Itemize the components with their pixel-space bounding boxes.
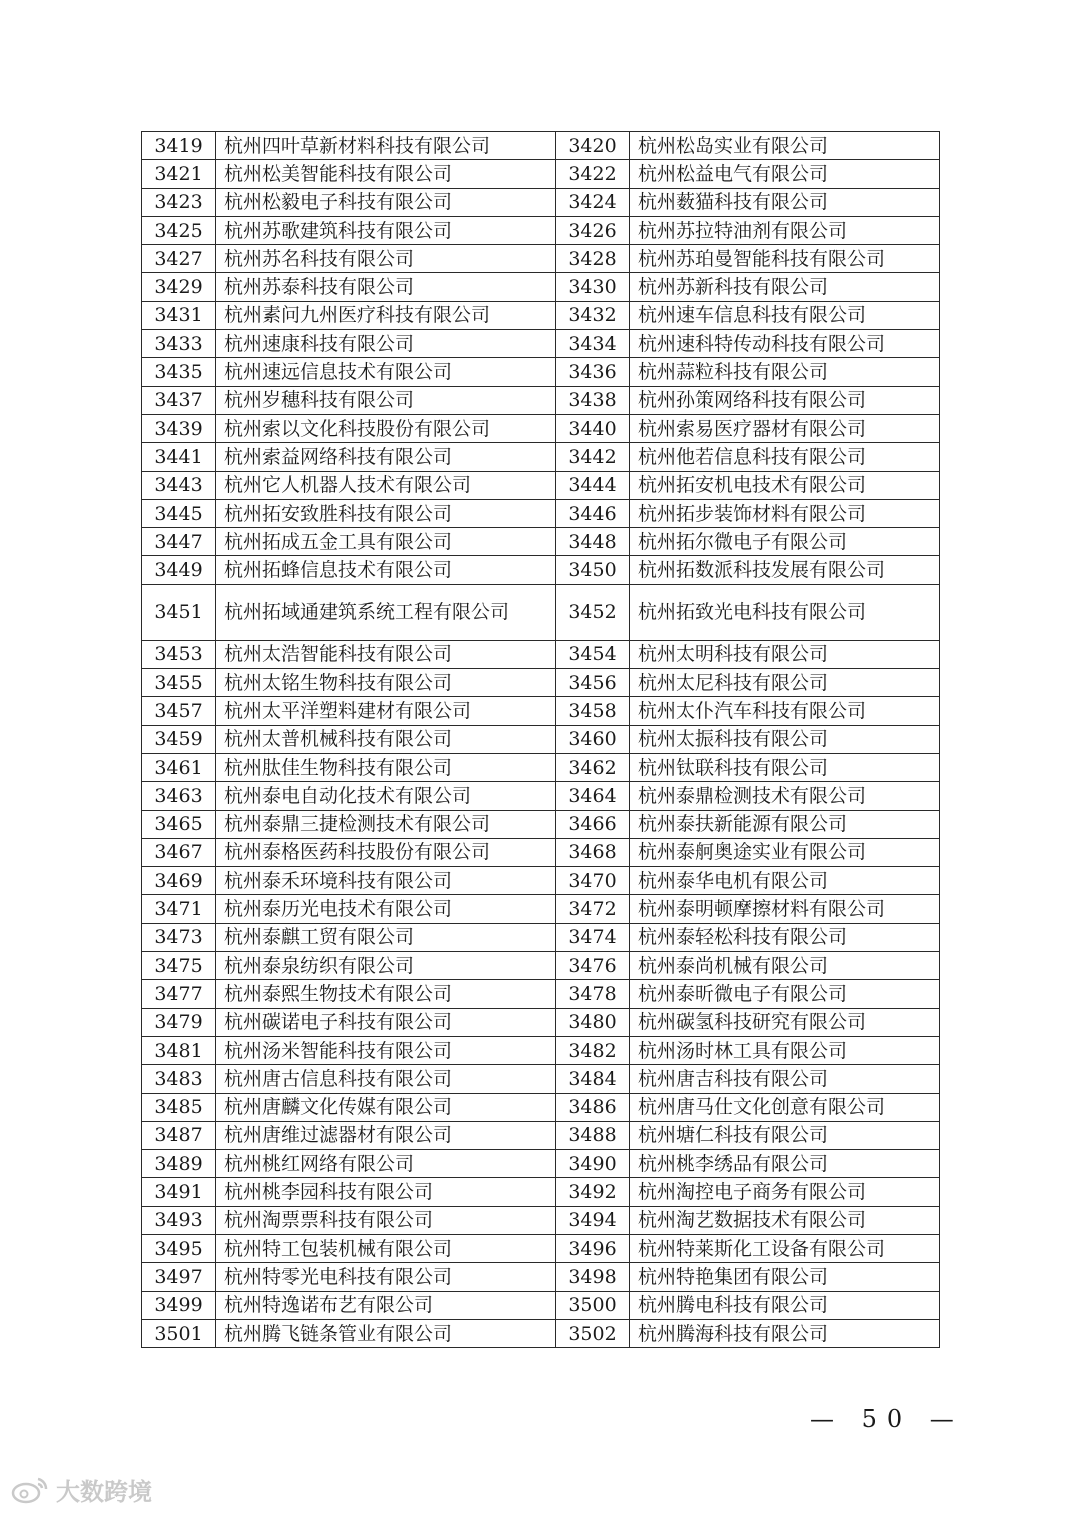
- serial-number-cell: 3474: [556, 923, 630, 951]
- table-row: [142, 273, 940, 301]
- table-row: [142, 1319, 940, 1347]
- serial-number-cell: 3444: [556, 471, 630, 499]
- serial-number-cell: 3498: [556, 1263, 630, 1291]
- table-row: [142, 782, 940, 810]
- serial-number-cell: 3454: [556, 640, 630, 668]
- serial-number-cell: 3430: [556, 273, 630, 301]
- serial-number-cell: 3476: [556, 952, 630, 980]
- serial-number-cell: 3501: [142, 1319, 216, 1347]
- table-row: [142, 132, 940, 160]
- company-name-cell: 杭州拓致光电科技有限公司: [630, 584, 940, 640]
- company-name-cell: 杭州泰扶新能源有限公司: [630, 810, 940, 838]
- serial-number-cell: 3446: [556, 499, 630, 527]
- serial-number-cell: 3447: [142, 528, 216, 556]
- table-row: [142, 1234, 940, 1262]
- table-row: [142, 471, 940, 499]
- company-name-cell: 杭州松岛实业有限公司: [630, 132, 940, 160]
- company-name-cell: 杭州泰历光电技术有限公司: [216, 895, 556, 923]
- company-name-cell: 杭州泰尚机械有限公司: [630, 952, 940, 980]
- serial-number-cell: 3462: [556, 753, 630, 781]
- company-name-cell: 杭州拓域通建筑系统工程有限公司: [216, 584, 556, 640]
- table-row: [142, 1093, 940, 1121]
- company-name-cell: 杭州松益电气有限公司: [630, 160, 940, 188]
- company-name-cell: 杭州钛联科技有限公司: [630, 753, 940, 781]
- company-name-cell: 杭州松美智能科技有限公司: [216, 160, 556, 188]
- company-name-cell: 杭州泰泉纺织有限公司: [216, 952, 556, 980]
- serial-number-cell: 3426: [556, 216, 630, 244]
- table-row: [142, 867, 940, 895]
- company-name-cell: 杭州苏泰科技有限公司: [216, 273, 556, 301]
- table-row: [142, 188, 940, 216]
- company-name-cell: 杭州特逸诺布艺有限公司: [216, 1291, 556, 1319]
- serial-number-cell: 3469: [142, 867, 216, 895]
- company-name-cell: 杭州四叶草新材料科技有限公司: [216, 132, 556, 160]
- serial-number-cell: 3438: [556, 386, 630, 414]
- table-row: [142, 640, 940, 668]
- serial-number-cell: 3473: [142, 923, 216, 951]
- serial-number-cell: 3452: [556, 584, 630, 640]
- company-name-cell: 杭州泰舸奥途实业有限公司: [630, 838, 940, 866]
- company-name-cell: 杭州拓成五金工具有限公司: [216, 528, 556, 556]
- table-row: [142, 838, 940, 866]
- company-name-cell: 杭州索益网络科技有限公司: [216, 443, 556, 471]
- serial-number-cell: 3491: [142, 1178, 216, 1206]
- company-name-cell: 杭州苏歌建筑科技有限公司: [216, 216, 556, 244]
- company-name-cell: 杭州唐麟文化传媒有限公司: [216, 1093, 556, 1121]
- serial-number-cell: 3449: [142, 556, 216, 584]
- watermark: [10, 1472, 152, 1507]
- serial-number-cell: 3478: [556, 980, 630, 1008]
- serial-number-cell: 3466: [556, 810, 630, 838]
- company-name-cell: 杭州太尼科技有限公司: [630, 669, 940, 697]
- serial-number-cell: 3423: [142, 188, 216, 216]
- company-name-cell: 杭州泰鼎检测技术有限公司: [630, 782, 940, 810]
- table-row: [142, 443, 940, 471]
- serial-number-cell: 3442: [556, 443, 630, 471]
- watermark-text: 大数跨境: [56, 1478, 152, 1506]
- company-name-cell: 杭州泰禾环境科技有限公司: [216, 867, 556, 895]
- table-row: [142, 556, 940, 584]
- serial-number-cell: 3433: [142, 330, 216, 358]
- company-name-cell: 杭州腾海科技有限公司: [630, 1319, 940, 1347]
- table-row: [142, 1178, 940, 1206]
- company-name-cell: 杭州索以文化科技股份有限公司: [216, 414, 556, 442]
- company-name-cell: 杭州素问九州医疗科技有限公司: [216, 301, 556, 329]
- company-name-cell: 杭州腾飞链条管业有限公司: [216, 1319, 556, 1347]
- company-name-cell: 杭州特工包装机械有限公司: [216, 1234, 556, 1262]
- company-name-cell: 杭州桃李绣品有限公司: [630, 1150, 940, 1178]
- weibo-logo-icon: [10, 1475, 50, 1505]
- company-name-cell: 杭州碳诺电子科技有限公司: [216, 1008, 556, 1036]
- company-name-cell: 杭州太浩智能科技有限公司: [216, 640, 556, 668]
- company-name-cell: 杭州塘仁科技有限公司: [630, 1121, 940, 1149]
- company-name-cell: 杭州太铭生物科技有限公司: [216, 669, 556, 697]
- company-name-cell: 杭州速康科技有限公司: [216, 330, 556, 358]
- serial-number-cell: 3483: [142, 1065, 216, 1093]
- table-row: [142, 245, 940, 273]
- serial-number-cell: 3477: [142, 980, 216, 1008]
- serial-number-cell: 3480: [556, 1008, 630, 1036]
- company-name-cell: 杭州太明科技有限公司: [630, 640, 940, 668]
- company-name-cell: 杭州索易医疗器材有限公司: [630, 414, 940, 442]
- serial-number-cell: 3457: [142, 697, 216, 725]
- company-name-cell: 杭州泰熙生物技术有限公司: [216, 980, 556, 1008]
- company-name-cell: 杭州孙策网络科技有限公司: [630, 386, 940, 414]
- table-row: [142, 980, 940, 1008]
- table-row: [142, 753, 940, 781]
- company-name-cell: 杭州苏新科技有限公司: [630, 273, 940, 301]
- table-row: [142, 499, 940, 527]
- table-row: [142, 216, 940, 244]
- serial-number-cell: 3497: [142, 1263, 216, 1291]
- company-name-cell: 杭州腾电科技有限公司: [630, 1291, 940, 1319]
- company-name-cell: 杭州泰轻松科技有限公司: [630, 923, 940, 951]
- serial-number-cell: 3432: [556, 301, 630, 329]
- serial-number-cell: 3489: [142, 1150, 216, 1178]
- serial-number-cell: 3484: [556, 1065, 630, 1093]
- company-name-cell: 杭州淘控电子商务有限公司: [630, 1178, 940, 1206]
- company-name-cell: 杭州淘艺数据技术有限公司: [630, 1206, 940, 1234]
- table-row: [142, 1150, 940, 1178]
- serial-number-cell: 3451: [142, 584, 216, 640]
- company-name-cell: 杭州苏名科技有限公司: [216, 245, 556, 273]
- company-name-cell: 杭州太仆汽车科技有限公司: [630, 697, 940, 725]
- company-name-cell: 杭州淘票票科技有限公司: [216, 1206, 556, 1234]
- company-name-cell: 杭州特艳集团有限公司: [630, 1263, 940, 1291]
- company-name-cell: 杭州泰麒工贸有限公司: [216, 923, 556, 951]
- page-number: — 50 —: [810, 1405, 964, 1433]
- serial-number-cell: 3427: [142, 245, 216, 273]
- serial-number-cell: 3500: [556, 1291, 630, 1319]
- serial-number-cell: 3481: [142, 1036, 216, 1064]
- serial-number-cell: 3494: [556, 1206, 630, 1234]
- table-row: [142, 160, 940, 188]
- serial-number-cell: 3419: [142, 132, 216, 160]
- serial-number-cell: 3485: [142, 1093, 216, 1121]
- table-row: [142, 697, 940, 725]
- company-name-cell: 杭州唐维过滤器材有限公司: [216, 1121, 556, 1149]
- serial-number-cell: 3455: [142, 669, 216, 697]
- serial-number-cell: 3471: [142, 895, 216, 923]
- table-row: [142, 1036, 940, 1064]
- serial-number-cell: 3422: [556, 160, 630, 188]
- serial-number-cell: 3448: [556, 528, 630, 556]
- company-name-cell: 杭州唐吉科技有限公司: [630, 1065, 940, 1093]
- serial-number-cell: 3479: [142, 1008, 216, 1036]
- serial-number-cell: 3470: [556, 867, 630, 895]
- serial-number-cell: 3435: [142, 358, 216, 386]
- serial-number-cell: 3440: [556, 414, 630, 442]
- serial-number-cell: 3437: [142, 386, 216, 414]
- serial-number-cell: 3434: [556, 330, 630, 358]
- serial-number-cell: 3443: [142, 471, 216, 499]
- company-name-cell: 杭州速车信息科技有限公司: [630, 301, 940, 329]
- serial-number-cell: 3472: [556, 895, 630, 923]
- serial-number-cell: 3495: [142, 1234, 216, 1262]
- company-name-cell: 杭州太振科技有限公司: [630, 725, 940, 753]
- table-row: [142, 895, 940, 923]
- company-name-cell: 杭州泰昕微电子有限公司: [630, 980, 940, 1008]
- serial-number-cell: 3420: [556, 132, 630, 160]
- table-row: [142, 1291, 940, 1319]
- serial-number-cell: 3456: [556, 669, 630, 697]
- company-name-cell: 杭州他若信息科技有限公司: [630, 443, 940, 471]
- serial-number-cell: 3467: [142, 838, 216, 866]
- company-name-cell: 杭州碳氢科技研究有限公司: [630, 1008, 940, 1036]
- serial-number-cell: 3496: [556, 1234, 630, 1262]
- table-row: [142, 414, 940, 442]
- table-row: [142, 358, 940, 386]
- serial-number-cell: 3499: [142, 1291, 216, 1319]
- serial-number-cell: 3429: [142, 273, 216, 301]
- serial-number-cell: 3421: [142, 160, 216, 188]
- company-name-cell: 杭州唐古信息科技有限公司: [216, 1065, 556, 1093]
- company-name-cell: 杭州汤米智能科技有限公司: [216, 1036, 556, 1064]
- serial-number-cell: 3453: [142, 640, 216, 668]
- company-name-cell: 杭州汤时林工具有限公司: [630, 1036, 940, 1064]
- table-row: [142, 810, 940, 838]
- company-list-table: [141, 131, 940, 1348]
- serial-number-cell: 3492: [556, 1178, 630, 1206]
- company-name-cell: 杭州泰华电机有限公司: [630, 867, 940, 895]
- serial-number-cell: 3458: [556, 697, 630, 725]
- company-name-cell: 杭州太普机械科技有限公司: [216, 725, 556, 753]
- serial-number-cell: 3439: [142, 414, 216, 442]
- serial-number-cell: 3431: [142, 301, 216, 329]
- company-name-cell: 杭州拓尔微电子有限公司: [630, 528, 940, 556]
- company-name-cell: 杭州拓安机电技术有限公司: [630, 471, 940, 499]
- company-name-cell: 杭州肽佳生物科技有限公司: [216, 753, 556, 781]
- company-name-cell: 杭州松毅电子科技有限公司: [216, 188, 556, 216]
- serial-number-cell: 3488: [556, 1121, 630, 1149]
- company-name-cell: 杭州薮猫科技有限公司: [630, 188, 940, 216]
- serial-number-cell: 3502: [556, 1319, 630, 1347]
- company-name-cell: 杭州拓数派科技发展有限公司: [630, 556, 940, 584]
- company-name-cell: 杭州泰鼎三捷检测技术有限公司: [216, 810, 556, 838]
- serial-number-cell: 3490: [556, 1150, 630, 1178]
- company-name-cell: 杭州泰明顿摩擦材料有限公司: [630, 895, 940, 923]
- table-row: [142, 1065, 940, 1093]
- company-name-cell: 杭州岁穗科技有限公司: [216, 386, 556, 414]
- table-row: [142, 669, 940, 697]
- table-row: [142, 923, 940, 951]
- serial-number-cell: 3475: [142, 952, 216, 980]
- company-name-cell: 杭州苏珀曼智能科技有限公司: [630, 245, 940, 273]
- company-name-cell: 杭州拓步装饰材料有限公司: [630, 499, 940, 527]
- serial-number-cell: 3463: [142, 782, 216, 810]
- serial-number-cell: 3436: [556, 358, 630, 386]
- serial-number-cell: 3445: [142, 499, 216, 527]
- serial-number-cell: 3465: [142, 810, 216, 838]
- serial-number-cell: 3460: [556, 725, 630, 753]
- table-row: [142, 1206, 940, 1234]
- serial-number-cell: 3487: [142, 1121, 216, 1149]
- company-name-cell: 杭州苏拉特油剂有限公司: [630, 216, 940, 244]
- table-row: [142, 1121, 940, 1149]
- serial-number-cell: 3459: [142, 725, 216, 753]
- table-row: [142, 330, 940, 358]
- table-row: [142, 1008, 940, 1036]
- table-row: [142, 952, 940, 980]
- company-name-cell: 杭州桃红网络有限公司: [216, 1150, 556, 1178]
- company-name-cell: 杭州蒜粒科技有限公司: [630, 358, 940, 386]
- company-name-cell: 杭州泰格医药科技股份有限公司: [216, 838, 556, 866]
- serial-number-cell: 3468: [556, 838, 630, 866]
- company-name-cell: 杭州拓蜂信息技术有限公司: [216, 556, 556, 584]
- table-row: [142, 1263, 940, 1291]
- serial-number-cell: 3461: [142, 753, 216, 781]
- company-name-cell: 杭州速科特传动科技有限公司: [630, 330, 940, 358]
- table-row: [142, 528, 940, 556]
- serial-number-cell: 3428: [556, 245, 630, 273]
- company-name-cell: 杭州桃李园科技有限公司: [216, 1178, 556, 1206]
- company-name-cell: 杭州泰电自动化技术有限公司: [216, 782, 556, 810]
- serial-number-cell: 3464: [556, 782, 630, 810]
- serial-number-cell: 3493: [142, 1206, 216, 1234]
- company-name-cell: 杭州唐马仕文化创意有限公司: [630, 1093, 940, 1121]
- table-row: [142, 386, 940, 414]
- table-row: [142, 725, 940, 753]
- serial-number-cell: 3424: [556, 188, 630, 216]
- company-name-cell: 杭州特莱斯化工设备有限公司: [630, 1234, 940, 1262]
- serial-number-cell: 3450: [556, 556, 630, 584]
- company-name-cell: 杭州它人机器人技术有限公司: [216, 471, 556, 499]
- company-name-cell: 杭州拓安致胜科技有限公司: [216, 499, 556, 527]
- serial-number-cell: 3486: [556, 1093, 630, 1121]
- table-row: [142, 584, 940, 640]
- company-name-cell: 杭州速远信息技术有限公司: [216, 358, 556, 386]
- serial-number-cell: 3425: [142, 216, 216, 244]
- company-name-cell: 杭州特零光电科技有限公司: [216, 1263, 556, 1291]
- table-row: [142, 301, 940, 329]
- serial-number-cell: 3441: [142, 443, 216, 471]
- company-name-cell: 杭州太平洋塑料建材有限公司: [216, 697, 556, 725]
- serial-number-cell: 3482: [556, 1036, 630, 1064]
- company-list-body: [142, 132, 940, 1348]
